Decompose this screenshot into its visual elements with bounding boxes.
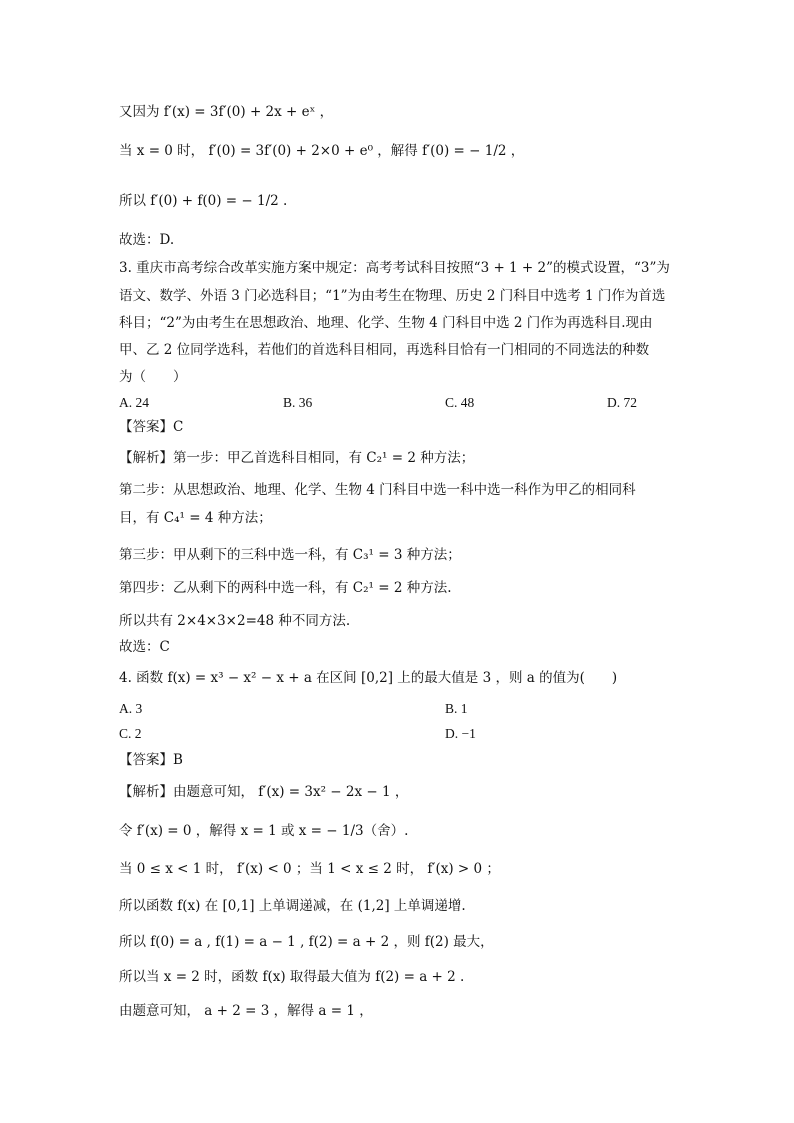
analysis-line: 第二步：从思想政治、地理、化学、生物 4 门科目中选一科中选一科作为甲乙的相同科 [119, 482, 636, 498]
q3-option-a: A. 24 [119, 395, 149, 410]
q4-option-a: A. 3 [119, 701, 143, 716]
text-line: 所以 f′(0) + f(0) = − 1/2 . [119, 193, 288, 209]
analysis-line: 所以 f(0) = a , f(1) = a − 1 , f(2) = a + 2 ，则 f(2) 最大， [119, 934, 494, 950]
question-4-stem: 4. 函数 f(x) = x³ − x² − x + a 在区间 [0,2] 上的最大值是 3 ，则 a 的值为( ) [119, 670, 618, 686]
answer-label: 【答案】B [119, 752, 183, 768]
analysis-line: 所以当 x = 2 时，函数 f(x) 取得最大值为 f(2) = a + 2 . [119, 969, 465, 985]
question-3-stem: 为（ ） [119, 369, 187, 385]
q4-option-d: D. −1 [445, 726, 476, 741]
text-line: 当 x = 0 时， f′(0) = 3f′(0) + 2×0 + e⁰ ，解得 f′(0) = − 1/2 ， [119, 143, 525, 159]
question-3-stem: 甲、乙 2 位同学选科，若他们的首选科目相同，再选科目恰有一门相同的不同选法的种数 [119, 342, 650, 358]
analysis-line: 【解析】由题意可知， f′(x) = 3x² − 2x − 1 ， [119, 784, 409, 800]
text-line: 又因为 f′(x) = 3f′(0) + 2x + eˣ ， [119, 104, 334, 120]
analysis-line: 第四步：乙从剩下的两科中选一科，有 C₂¹ = 2 种方法. [119, 580, 452, 596]
q4-option-b: B. 1 [445, 701, 468, 716]
q4-option-c: C. 2 [119, 726, 142, 741]
q3-option-c: C. 48 [445, 395, 475, 410]
analysis-line: 第三步：甲从剩下的三科中选一科，有 C₃¹ = 3 种方法； [119, 547, 461, 563]
answer-label: 【答案】C [119, 419, 184, 435]
answer-choice: 故选：C [119, 639, 170, 655]
question-3-stem: 3. 重庆市高考综合改革实施方案中规定：高考考试科目按照“3 + 1 + 2”的模式设置，“3”为 [119, 260, 670, 276]
text-line: 故选：D. [119, 232, 175, 248]
q3-option-b: B. 36 [283, 395, 313, 410]
analysis-line: 由题意可知， a + 2 = 3 ，解得 a = 1 ， [119, 1003, 373, 1019]
analysis-line: 令 f′(x) = 0 ，解得 x = 1 或 x = − 1/3（舍）. [119, 823, 409, 839]
analysis-line: 【解析】第一步：甲乙首选科目相同，有 C₂¹ = 2 种方法； [119, 450, 475, 466]
analysis-line: 当 0 ≤ x < 1 时， f′(x) < 0 ；当 1 < x ≤ 2 时， f′(x) > 0 ； [119, 861, 500, 877]
analysis-line: 所以共有 2×4×3×2=48 种不同方法. [119, 613, 351, 629]
question-3-stem: 科目；“2”为由考生在思想政治、地理、化学、生物 4 门科目中选 2 门作为再选科目.现由 [119, 315, 653, 331]
analysis-line: 目，有 C₄¹ = 4 种方法； [119, 510, 272, 526]
question-3-stem: 语文、数学、外语 3 门必选科目；“1”为由考生在物理、历史 2 门科目中选考 1 门作为首选 [119, 288, 666, 304]
q3-option-d: D. 72 [607, 395, 637, 410]
analysis-line: 所以函数 f(x) 在 [0,1] 上单调递减，在 (1,2] 上单调递增. [119, 898, 466, 914]
